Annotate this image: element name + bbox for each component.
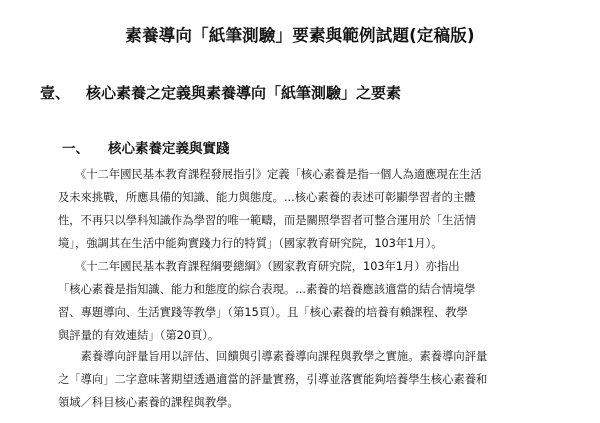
document-title: 素養導向「紙筆測驗」要素與範例試題(定稿版) xyxy=(125,26,475,45)
section-number: 壹、 xyxy=(40,84,71,102)
section-title: 核心素養之定義與素養導向「紙筆測驗」之要素 xyxy=(86,84,402,102)
paragraph-line: 領域／科目核心素養的課程與教學。 xyxy=(58,396,239,409)
paragraph-line: 習、專題導向、生活實踐等教學」（第15頁）。且「核心素養的培養有賴課程、教學 xyxy=(58,306,468,319)
paragraph-curriculum-guideline xyxy=(58,163,558,255)
paragraph-line: 素養導向評量旨用以評估、回饋與引導素養導向課程與教學之實施。素養導向評量 xyxy=(58,350,488,363)
paragraph-line: 與評量的有效連結」（第20頁）。 xyxy=(58,329,220,342)
paragraph-general-guidelines xyxy=(58,255,558,347)
section-heading xyxy=(40,82,401,103)
subsection-title: 核心素養定義與實踐 xyxy=(108,141,230,157)
paragraph-assessment xyxy=(58,345,558,414)
subsection-number: 一、 xyxy=(62,141,89,157)
paragraph-line: 境」，強調其在生活中能夠實踐力行的特質」（國家教育研究院，103年1月）。 xyxy=(58,237,443,250)
subsection-heading xyxy=(62,137,230,157)
paragraph-line: 性，不再只以學科知識作為學習的唯一範疇，而是關照學習者可整合運用於「生活情 xyxy=(58,214,476,227)
paragraph-line: 《十二年國民基本教育課程發展指引》定義「核心素養是指一個人為適應現在生活 xyxy=(58,168,482,181)
paragraph-line: 及未來挑戰，所應具備的知識、能力與態度。...核心素養的表述可彰顯學習者的主體 xyxy=(58,191,476,204)
paragraph-line: 《十二年國民基本教育課程綱要總綱》（國家教育研究院，103年1月）亦指出 xyxy=(58,260,460,273)
paragraph-line: 「核心素養是指知識、能力和態度的綜合表現。...素養的培養應該適當的結合情境學 xyxy=(58,283,476,296)
paragraph-line: 之「導向」二字意味著期望透過適當的評量實務，引導並落實能夠培養學生核心素養和 xyxy=(58,373,488,386)
